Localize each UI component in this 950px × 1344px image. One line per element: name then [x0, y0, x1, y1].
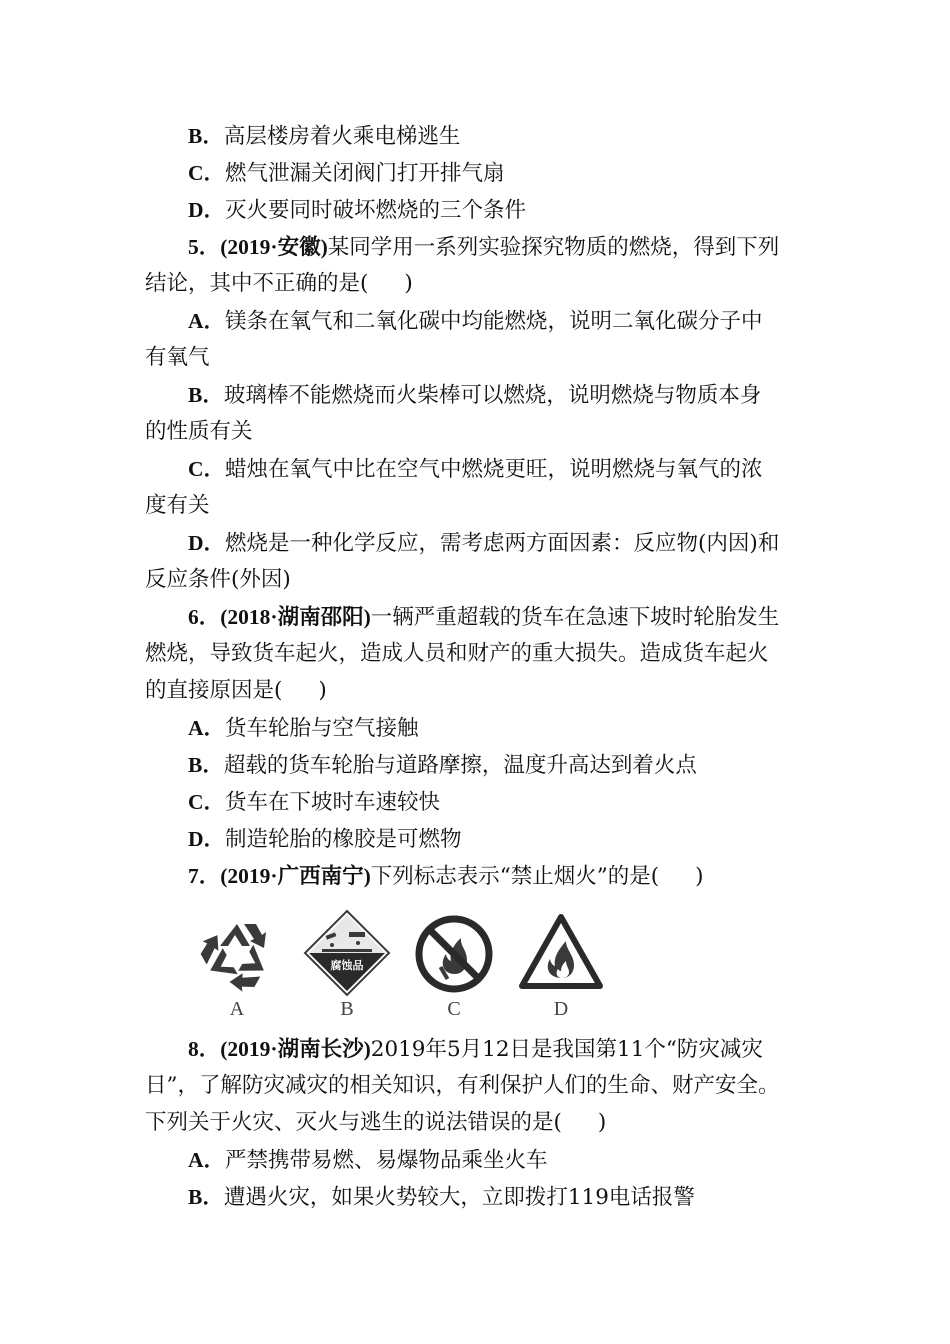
q6-stem-cont-2: 的直接原因是( ) — [145, 678, 327, 703]
q5-option-b-cont: 的性质有关 — [145, 419, 253, 444]
q7-stem: 7．(2019·广西南宁)下列标志表示“禁止烟火”的是( ) — [188, 864, 704, 889]
q4-option-d: D．灭火要同时破坏燃烧的三个条件 — [188, 198, 527, 223]
no-fire-icon — [409, 908, 499, 998]
q8-option-a: A．严禁携带易燃、易爆物品乘坐火车 — [188, 1148, 548, 1173]
flammable-warning-icon — [516, 908, 606, 998]
sign-d-caption: D — [553, 998, 569, 1020]
q6-option-a: A．货车轮胎与空气接触 — [188, 716, 419, 741]
q8-stem-cont-1: 日”，了解防灾减灾的相关知识，有利保护人们的生命、财产安全。 — [145, 1073, 780, 1098]
q6-stem-cont-1: 燃烧，导致货车起火，造成人员和财产的重大损失。造成货车起火 — [145, 641, 769, 666]
sign-b-text: 腐蚀品 — [330, 959, 364, 972]
q5-option-a: A．镁条在氧气和二氧化碳中均能燃烧，说明二氧化碳分子中 — [188, 309, 763, 334]
corrosive-icon — [302, 908, 392, 998]
sign-c — [409, 908, 499, 1028]
recycle-icon — [192, 908, 282, 998]
q5-stem-cont: 结论，其中不正确的是( ) — [145, 271, 413, 296]
q4-option-b: B．高层楼房着火乘电梯逃生 — [188, 124, 461, 149]
q5-stem: 5．(2019·安徽)某同学用一系列实验探究物质的燃烧，得到下列 — [188, 235, 780, 260]
q6-stem: 6．(2018·湖南邵阳)一辆严重超载的货车在急速下坡时轮胎发生 — [188, 605, 780, 630]
q6-option-d: D．制造轮胎的橡胶是可燃物 — [188, 827, 462, 852]
q8-stem-cont-2: 下列关于火灾、灭火与逃生的说法错误的是( ) — [145, 1110, 607, 1135]
q4-option-c: C．燃气泄漏关闭阀门打开排气扇 — [188, 161, 505, 186]
sign-a — [192, 908, 282, 1028]
q5-option-b: B．玻璃棒不能燃烧而火柴棒可以燃烧，说明燃烧与物质本身 — [188, 383, 762, 408]
sign-d — [516, 908, 606, 1028]
sign-b — [302, 908, 392, 1028]
q8-option-b: B．遭遇火灾，如果火势较大，立即拨打119电话报警 — [188, 1185, 695, 1210]
q8-stem: 8．(2019·湖南长沙)2019年5月12日是我国第11个“防灾减灾 — [188, 1037, 763, 1062]
q5-option-d: D．燃烧是一种化学反应，需考虑两方面因素：反应物(内因)和 — [188, 531, 780, 556]
q5-option-c: C．蜡烛在氧气中比在空气中燃烧更旺，说明燃烧与氧气的浓 — [188, 457, 763, 482]
q6-option-c: C．货车在下坡时车速较快 — [188, 790, 441, 815]
sign-c-caption: C — [447, 998, 461, 1020]
sign-b-caption: B — [340, 998, 354, 1020]
q5-option-a-cont: 有氧气 — [145, 345, 210, 370]
sign-a-caption: A — [229, 998, 245, 1020]
q5-option-d-cont: 反应条件(外因) — [145, 567, 291, 592]
q6-option-b: B．超载的货车轮胎与道路摩擦，温度升高达到着火点 — [188, 753, 697, 778]
q5-option-c-cont: 度有关 — [145, 493, 210, 518]
